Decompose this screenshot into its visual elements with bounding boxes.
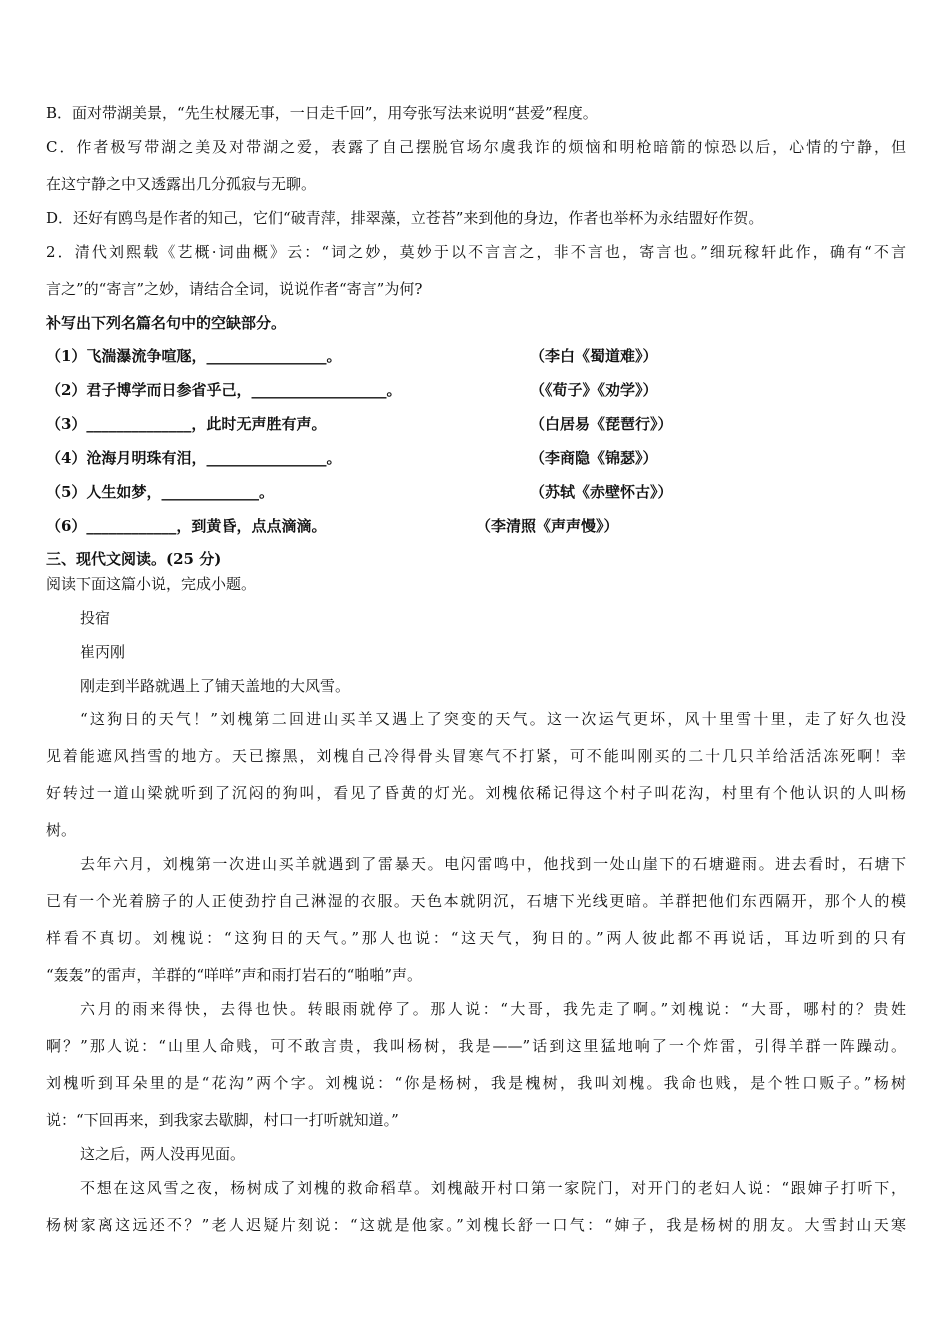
- fill-item-2: （2）君子博学而日参省乎己，__________________。: [46, 381, 402, 399]
- fill-item-5: （5）人生如梦，_____________。: [46, 483, 274, 501]
- fill-item-5-source: （苏轼《赤壁怀古》）: [530, 483, 673, 501]
- story-author: 崔丙刚: [80, 643, 126, 661]
- fill-section-title: 补写出下列名篇名句中的空缺部分。: [46, 314, 287, 332]
- story-title: 投宿: [80, 609, 111, 627]
- story-paragraph-3-line-4: “轰轰”的雷声，羊群的“咩咩”声和雨打岩石的“啪啪”声。: [46, 966, 423, 984]
- story-paragraph-3-line-1: 去年六月，刘槐第一次进山买羊就遇到了雷暴天。电闪雷鸣中，他找到一处山崖下的石塘避雨。进去看时，石塘下: [80, 855, 906, 873]
- story-paragraph-6-line-1: 不想在这风雪之夜，杨树成了刘槐的救命稻草。刘槐敲开村口第一家院门，对开门的老妇人说：“跟婶子打听下，: [80, 1179, 906, 1197]
- fill-item-2-source: （《荀子》《劝学》）: [530, 381, 658, 399]
- question-2-line-1: 2．清代刘熙载《艺概·词曲概》云：“词之妙，莫妙于以不言言之，非不言也，寄言也。”细玩稼轩此作，确有“不言: [46, 243, 906, 261]
- section-3-heading: 三、现代文阅读。(25 分): [46, 550, 222, 568]
- story-paragraph-2-line-3: 好转过一道山梁就听到了沉闷的狗叫，看见了昏黄的灯光。刘槐依稀记得这个村子叫花沟，村里有个他认识的人叫杨: [46, 784, 906, 802]
- story-paragraph-2-line-2: 见着能遮风挡雪的地方。天已擦黑，刘槐自己冷得骨头冒寒气不打紧，可不能叫刚买的二十几只羊给活活冻死啊！幸: [46, 747, 906, 765]
- fill-item-6-source: （李清照《声声慢》）: [476, 517, 619, 535]
- fill-item-1: （1）飞湍瀑流争喧豗，________________。: [46, 347, 342, 365]
- story-paragraph-5: 这之后，两人没再见面。: [80, 1145, 246, 1163]
- story-paragraph-2-line-1: “这狗日的天气！”刘槐第二回进山买羊又遇上了突变的天气。这一次运气更坏，风十里雪十里，走了好久也没: [80, 710, 906, 728]
- option-c-line-2: 在这宁静之中又透露出几分孤寂与无聊。: [46, 175, 317, 193]
- option-d: D．还好有鸥鸟是作者的知己，它们“破青萍，排翠藻，立苍苔”来到他的身边，作者也举杯为永结盟好作贺。: [46, 209, 764, 227]
- fill-item-4: （4）沧海月明珠有泪，________________。: [46, 449, 342, 467]
- story-paragraph-6-line-2: 杨树家离这远还不？”老人迟疑片刻说：“这就是他家。”刘槐长舒一口气：“婶子，我是杨树的朋友。大雪封山天寒: [46, 1216, 906, 1234]
- story-paragraph-3-line-3: 样看不真切。刘槐说：“这狗日的天气。”那人也说：“这天气，狗日的。”两人彼此都不再说话，耳边听到的只有: [46, 929, 906, 947]
- fill-item-1-source: （李白《蜀道难》）: [530, 347, 658, 365]
- question-2-line-2: 言之”的“寄言”之妙，请结合全词，说说作者“寄言”为何?: [46, 280, 423, 298]
- option-b: B．面对带湖美景，“先生杖屦无事，一日走千回”，用夸张写法来说明“甚爱”程度。: [46, 104, 598, 122]
- story-paragraph-4-line-3: 刘槐听到耳朵里的是“花沟”两个字。刘槐说：“你是杨树，我是槐树，我叫刘槐。我命也贱，是个牲口贩子。”杨树: [46, 1074, 906, 1092]
- story-paragraph-4-line-1: 六月的雨来得快，去得也快。转眼雨就停了。那人说：“大哥，我先走了啊。”刘槐说：“大哥，哪村的？贵姓: [80, 1000, 906, 1018]
- fill-item-6: （6）____________，到黄昏，点点滴滴。: [46, 517, 327, 535]
- story-paragraph-3-line-2: 已有一个光着膀子的人正使劲拧自己淋湿的衣服。天色本就阴沉，石塘下光线更暗。羊群把他们东西隔开，那个人的模: [46, 892, 906, 910]
- story-paragraph-2-line-4: 树。: [46, 821, 77, 839]
- option-c-line-1: C．作者极写带湖之美及对带湖之爱，表露了自己摆脱官场尔虞我诈的烦恼和明枪暗箭的惊恐以后，心情的宁静，但: [46, 138, 906, 156]
- section-3-instruction: 阅读下面这篇小说，完成小题。: [46, 575, 257, 593]
- fill-item-3-source: （白居易《琵琶行》）: [530, 415, 673, 433]
- story-paragraph-4-line-2: 啊？”那人说：“山里人命贱，可不敢言贵，我叫杨树，我是——”话到这里猛地响了一个炸雷，引得羊群一阵躁动。: [46, 1037, 906, 1055]
- fill-item-4-source: （李商隐《锦瑟》）: [530, 449, 658, 467]
- story-paragraph-4-line-4: 说：“下回再来，到我家去歇脚，村口一打听就知道。”: [46, 1111, 399, 1129]
- story-paragraph-1: 刚走到半路就遇上了铺天盖地的大风雪。: [80, 677, 351, 695]
- fill-item-3: （3）______________，此时无声胜有声。: [46, 415, 327, 433]
